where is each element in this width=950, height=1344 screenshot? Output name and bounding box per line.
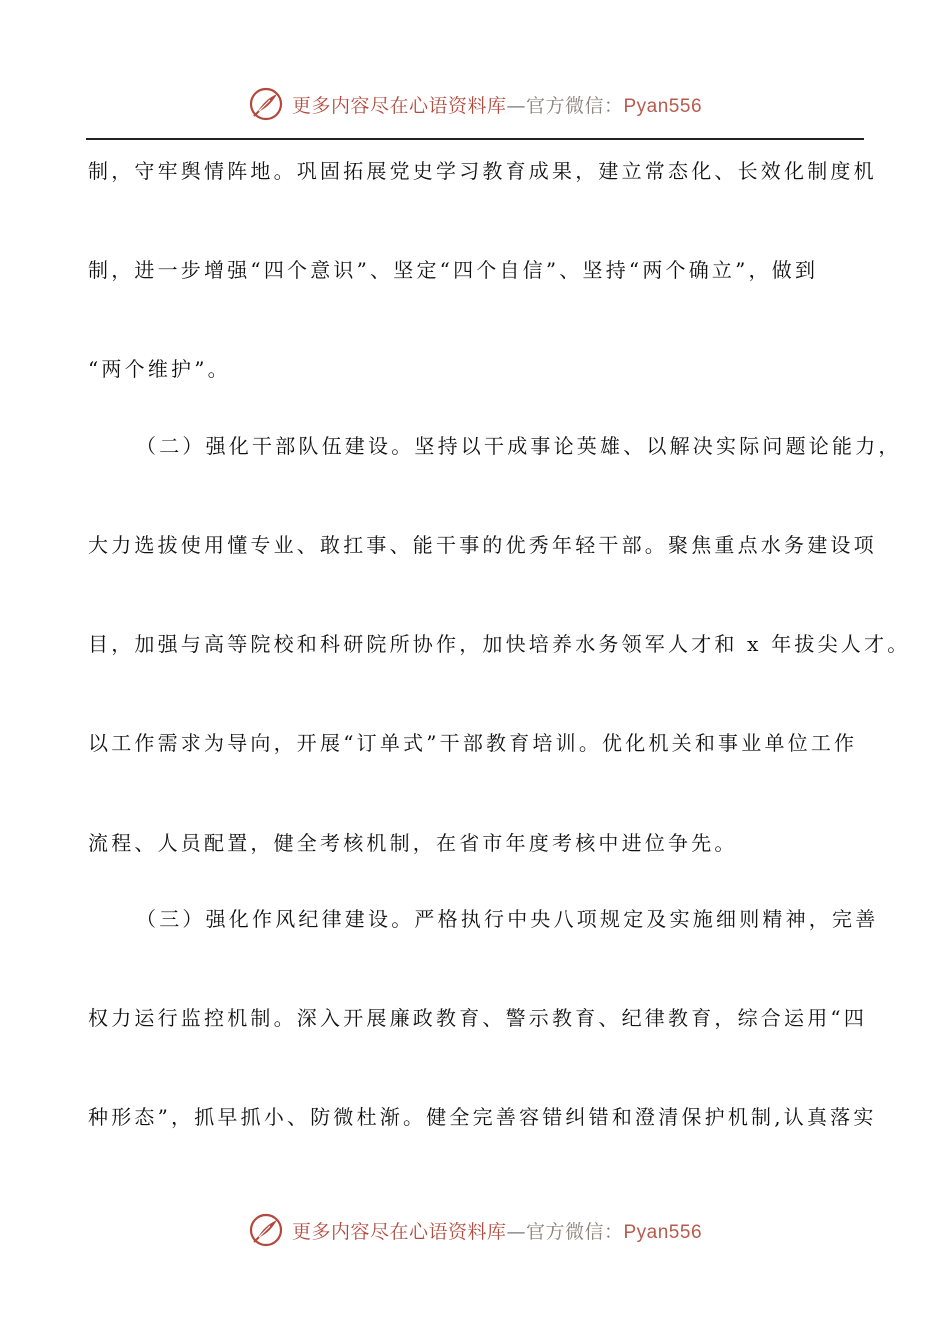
body-line-4: （二）强化干部队伍建设。坚持以干成事论英雄、以解决实际问题论能力， xyxy=(136,434,902,458)
banner-text xyxy=(292,1217,702,1244)
banner-text xyxy=(292,91,702,118)
banner-main-text: 更多内容尽在心语资料库 xyxy=(291,94,507,117)
body-line-9: （三）强化作风纪律建设。严格执行中央八项规定及实施细则精神，完善 xyxy=(136,907,879,931)
body-line-6: 目，加强与高等院校和科研院所协作，加快培养水务领军人才和 x 年拔尖人才。 xyxy=(88,632,911,656)
body-line-11: 种形态”，抓早抓小、防微杜渐。健全完善容错纠错和澄清保护机制,认真落实 xyxy=(88,1105,877,1129)
footer-banner xyxy=(0,1210,950,1250)
body-line-10: 权力运行监控机制。深入开展廉政教育、警示教育、纪律教育，综合运用“四 xyxy=(88,1006,868,1030)
banner-separator: — xyxy=(506,1220,526,1243)
feather-pen-logo-icon xyxy=(248,1212,284,1248)
banner-wechat-label: 官方微信： xyxy=(525,94,624,117)
body-line-5: 大力选拔使用懂专业、敢扛事、能干事的优秀年轻干部。聚焦重点水务建设项 xyxy=(88,533,877,557)
body-line-8: 流程、人员配置，健全考核机制，在省市年度考核中进位争先。 xyxy=(88,831,738,855)
banner-wechat-id: Pyan556 xyxy=(623,95,703,117)
banner-wechat-id: Pyan556 xyxy=(623,1221,703,1243)
body-line-7: 以工作需求为导向，开展“订单式”干部教育培训。优化机关和事业单位工作 xyxy=(88,731,858,755)
banner-separator: — xyxy=(506,94,526,117)
header-divider xyxy=(86,138,864,140)
body-line-3: “两个维护”。 xyxy=(88,357,231,381)
banner-main-text: 更多内容尽在心语资料库 xyxy=(291,1220,507,1243)
body-line-2: 制，进一步增强“四个意识”、坚定“四个自信”、坚持“两个确立”，做到 xyxy=(88,258,819,282)
banner-wechat-label: 官方微信： xyxy=(525,1220,624,1243)
feather-pen-logo-icon xyxy=(248,86,284,122)
body-line-1: 制，守牢舆情阵地。巩固拓展党史学习教育成果，建立常态化、长效化制度机 xyxy=(88,159,877,183)
header-banner xyxy=(0,84,950,124)
